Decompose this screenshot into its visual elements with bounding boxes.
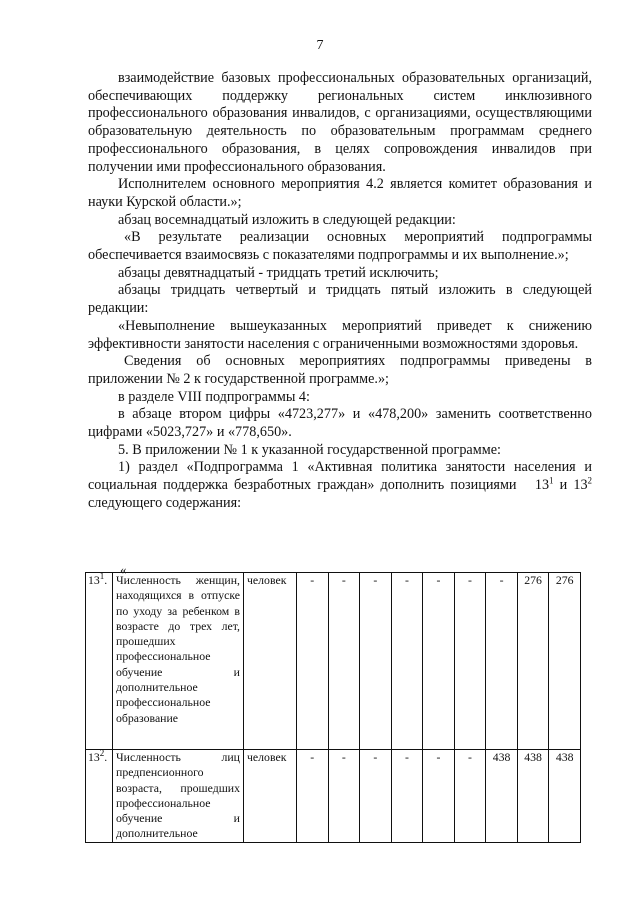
table-row	[86, 750, 581, 843]
value-cell: 438	[486, 750, 518, 843]
paragraph: в разделе VIII подпрограммы 4:	[118, 388, 310, 405]
value-cell: -	[423, 750, 455, 843]
paragraph: абзацы девятнадцатый - тридцать третий исключить;	[118, 264, 439, 281]
value-cell: -	[360, 573, 392, 750]
table-row	[86, 573, 581, 750]
value-cell: 438	[549, 750, 581, 843]
paragraph-text-before: 1) раздел «Подпрограмма 1 «Активная политика занятости населения и социальная поддержка безработных граждан» дополнить позициями	[88, 459, 592, 494]
paragraph-positions	[88, 459, 592, 512]
paragraph-text-after: следующего содержания:	[88, 494, 242, 511]
position-ref: 13	[573, 477, 588, 494]
paragraph: Исполнителем основного мероприятия 4.2 является комитет образования и науки Курской области.»;	[88, 176, 592, 210]
paragraph: взаимодействие базовых профессиональных образовательных организаций, обеспечивающих поддержку региональных систем инклюзивного профессионального образования инвалидов, с организациями, осуществляющими образовательную деятельность по образовательным программам среднего профессионального образования, в целях сопровождения инвалидов при получении ими профессионального образования.	[88, 70, 592, 175]
indicators-table	[85, 572, 581, 843]
paragraph: в абзаце втором цифры «4723,277» и «478,200» заменить соответственно цифрами «5023,727» и «778,650».	[88, 406, 592, 441]
value-cell: -	[328, 750, 360, 843]
value-cell: -	[360, 750, 392, 843]
value-cell: 438	[517, 750, 549, 843]
value-cell: -	[391, 750, 423, 843]
row-number: $13^1$.	[86, 573, 113, 750]
indicator-name: Численность лиц предпенсионного возраста, прошедших профессиональное обучение и дополнительное	[113, 750, 244, 843]
unit-cell: человек	[244, 573, 297, 750]
value-cell: 276	[517, 573, 549, 750]
position-ref: 13	[534, 477, 550, 494]
paragraph: абзац восемнадцатый изложить в следующей редакции:	[118, 211, 456, 228]
value-cell: -	[423, 573, 455, 750]
value-cell: 276	[549, 573, 581, 750]
value-cell: -	[297, 573, 329, 750]
open-quote: «	[120, 562, 127, 577]
value-cell: -	[391, 573, 423, 750]
page-number: 7	[316, 38, 324, 53]
unit-cell: человек	[244, 750, 297, 843]
row-number: $13^2$.	[86, 750, 113, 843]
value-cell: -	[486, 573, 518, 750]
position-ref-sup: 1	[549, 475, 554, 486]
body-text	[88, 70, 592, 513]
paragraph: абзацы тридцать четвертый и тридцать пятый изложить в следующей редакции:	[88, 282, 592, 317]
paragraph: 5. В приложении № 1 к указанной государственной программе:	[118, 441, 501, 458]
value-cell: -	[454, 750, 486, 843]
paragraph: Сведения об основных мероприятиях подпрограммы приведены в приложении № 2 к государственной программе.»;	[88, 353, 592, 387]
value-cell: -	[328, 573, 360, 750]
value-cell: -	[297, 750, 329, 843]
paragraph: «Невыполнение вышеуказанных мероприятий приведет к снижению эффективности занятости населения с ограниченными возможностями здоровья.	[88, 317, 592, 352]
conjunction: и	[559, 477, 568, 494]
paragraph: «В результате реализации основных мероприятий подпрограммы обеспечивается взаимосвязь с показателями подпрограммы и их выполнение.»;	[88, 229, 592, 264]
position-ref-sup: 2	[587, 475, 593, 486]
value-cell: -	[454, 573, 486, 750]
indicator-name: Численность женщин, находящихся в отпуске по уходу за ребенком в возрасте до трех лет, прошедших профессиональное обучение и дополнительное профессиональное образование	[113, 573, 244, 750]
